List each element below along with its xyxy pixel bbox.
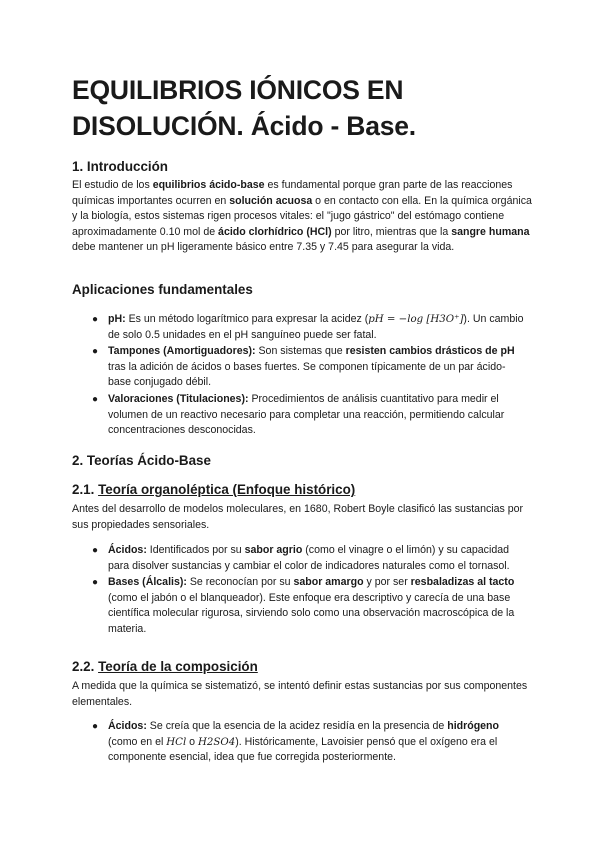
subsection-heading-organoleptic: 2.1. Teoría organoléptica (Enfoque histórico) xyxy=(72,482,356,497)
composition-paragraph: A medida que la química se sistematizó, se intentó definir estas sustancias por sus componentes elementales. xyxy=(72,680,528,708)
bullet-icon: ● xyxy=(92,577,99,589)
list-item-titrations: ● Valoraciones (Titulaciones): Procedimientos de análisis cuantitativo para medir el volumen de un reactivo necesario para completar una reacción, permitiendo calcular concentraciones desconocidas. xyxy=(92,392,505,437)
subsection-heading-composition: 2.2. Teoría de la composición xyxy=(72,659,258,674)
applications-list xyxy=(88,312,528,440)
intro-paragraph: El estudio de los equilibrios ácido-base es fundamental porque gran parte de las reacciones químicas importantes ocurren en solución acuosa o en contacto con ella. En la química orgánica y la biología, estos sistemas rigen procesos vitales: el "jugo gástrico" del estómago contiene aproximadamente 0.10 mol de ácido clorhídrico (HCl) por litro, mientras que la sangre humana debe mantener un pH ligeramente básico entre 7.35 y 7.45 para asegurar la vida. xyxy=(72,179,532,254)
composition-list xyxy=(88,719,528,767)
bullet-icon: ● xyxy=(92,545,99,556)
hcl-formula: HCl xyxy=(166,736,187,748)
document-title: EQUILIBRIOS IÓNICOS EN DISOLUCIÓN. Ácido - Base. xyxy=(72,75,416,141)
bullet-icon: ● xyxy=(92,721,99,732)
list-item-ph: ● pH: Es un método logarítmico para expresar la acidez (pH = −log [H3O⁺]). Un cambio de solo 0.5 unidades en el pH sanguíneo puede ser fatal. xyxy=(92,313,524,341)
list-item-acids-organoleptic: ● Ácidos: Identificados por su sabor agrio (como el vinagre o el limón) y su capacidad para disolver sustancias y cambiar el color de indicadores naturales como el tornasol. xyxy=(92,544,510,572)
section-heading-theories: 2. Teorías Ácido-Base xyxy=(72,453,211,468)
h2so4-formula: H2SO4 xyxy=(198,736,236,748)
list-item-bases-organoleptic: ● Bases (Álcalis): Se reconocían por su sabor amargo y por ser resbaladizas al tacto (como el jabón o el blanqueador). Este enfoque era descriptivo y carecía de una base científica molecular rigurosa, sirviendo solo como una observación macroscópica de la materia. xyxy=(92,576,515,635)
ph-formula: pH = −log [H3O⁺] xyxy=(368,314,464,325)
bullet-icon: ● xyxy=(92,314,99,325)
list-item-buffers: ● Tampones (Amortiguadores): Son sistemas que resisten cambios drásticos de pH tras la adición de ácidos o bases fuertes. Se componen típicamente de un par ácido-base conjugado débil. xyxy=(92,345,515,389)
section-heading-introduction: 1. Introducción xyxy=(72,159,168,174)
bullet-icon: ● xyxy=(92,393,99,405)
organoleptic-list xyxy=(88,543,528,639)
organoleptic-paragraph: Antes del desarrollo de modelos moleculares, en 1680, Robert Boyle clasificó las sustancias por sus propiedades sensoriales. xyxy=(72,503,524,531)
bullet-icon: ● xyxy=(92,346,99,358)
applications-heading: Aplicaciones fundamentales xyxy=(72,282,253,297)
list-item-acids-composition: ● Ácidos: Se creía que la esencia de la acidez residía en la presencia de hidrógeno (como en el HCl o H2SO4). Históricamente, Lavoisier pensó que el oxígeno era el componente esencial, idea que fue corregida posteriormente. xyxy=(92,720,500,764)
